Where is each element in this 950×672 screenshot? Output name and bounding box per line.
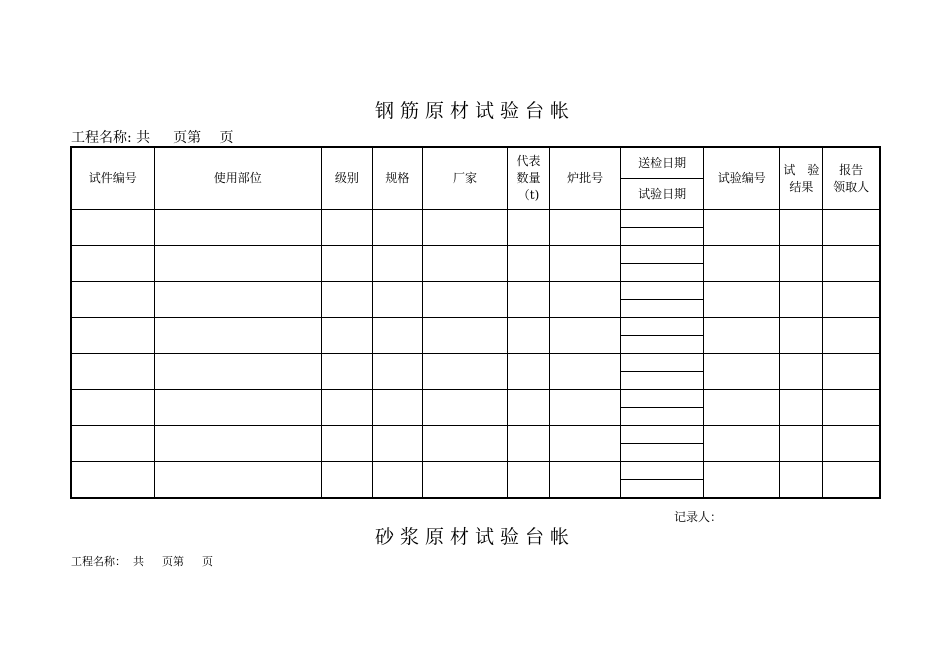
table-cell bbox=[154, 246, 321, 282]
table-cell bbox=[780, 354, 823, 390]
table-cell bbox=[704, 462, 780, 499]
table-cell bbox=[508, 354, 550, 390]
table-cell bbox=[780, 426, 823, 462]
table-cell bbox=[508, 462, 550, 499]
table-cell bbox=[621, 480, 704, 499]
table-row bbox=[71, 282, 880, 300]
table-cell bbox=[372, 210, 422, 246]
header-manufacturer: 厂家 bbox=[422, 147, 507, 210]
table-cell bbox=[372, 426, 422, 462]
table-cell bbox=[422, 426, 507, 462]
table-cell bbox=[372, 354, 422, 390]
table-cell bbox=[780, 318, 823, 354]
table-cell bbox=[823, 354, 880, 390]
table-row bbox=[71, 210, 880, 228]
table-cell bbox=[550, 354, 621, 390]
table-cell bbox=[550, 246, 621, 282]
table-cell bbox=[71, 210, 154, 246]
table-cell bbox=[508, 282, 550, 318]
table-cell bbox=[71, 318, 154, 354]
table-cell bbox=[704, 282, 780, 318]
table-cell bbox=[508, 318, 550, 354]
table-cell bbox=[704, 318, 780, 354]
header-row-top bbox=[71, 147, 880, 179]
table-cell bbox=[321, 426, 372, 462]
table-cell bbox=[154, 354, 321, 390]
table-cell bbox=[621, 300, 704, 318]
table-cell bbox=[321, 318, 372, 354]
table-cell bbox=[621, 318, 704, 336]
table-cell bbox=[321, 282, 372, 318]
table-cell bbox=[71, 426, 154, 462]
table-cell bbox=[823, 426, 880, 462]
table-cell bbox=[823, 462, 880, 499]
table-cell bbox=[71, 246, 154, 282]
table-cell bbox=[621, 354, 704, 372]
table-cell bbox=[422, 210, 507, 246]
table-cell bbox=[372, 282, 422, 318]
table-cell bbox=[550, 210, 621, 246]
table-cell bbox=[704, 246, 780, 282]
table-cell bbox=[621, 390, 704, 408]
table-cell bbox=[508, 426, 550, 462]
ledger-title: 钢筋原材试验台帐 bbox=[374, 100, 575, 122]
header-heat-batch-no: 炉批号 bbox=[550, 147, 621, 210]
table-row bbox=[71, 426, 880, 444]
header-submit-date: 送检日期 bbox=[621, 147, 704, 179]
table-cell bbox=[621, 462, 704, 480]
table-cell bbox=[422, 462, 507, 499]
table-cell bbox=[321, 246, 372, 282]
table-cell bbox=[321, 210, 372, 246]
table-row bbox=[71, 390, 880, 408]
table-cell bbox=[154, 318, 321, 354]
table-cell bbox=[780, 390, 823, 426]
table-cell bbox=[621, 408, 704, 426]
table-cell bbox=[422, 390, 507, 426]
table-cell bbox=[621, 336, 704, 354]
rebar-test-ledger-table bbox=[70, 146, 881, 499]
table-cell bbox=[780, 246, 823, 282]
project-name-line: 工程名称: 共 页第 页 bbox=[71, 130, 234, 146]
table-cell bbox=[508, 210, 550, 246]
table-cell bbox=[780, 210, 823, 246]
table-cell bbox=[621, 282, 704, 300]
table-cell bbox=[823, 282, 880, 318]
table-cell bbox=[422, 246, 507, 282]
header-usage-location: 使用部位 bbox=[154, 147, 321, 210]
table-cell bbox=[71, 354, 154, 390]
table-cell bbox=[550, 318, 621, 354]
table-cell bbox=[550, 462, 621, 499]
table-cell bbox=[508, 390, 550, 426]
table-cell bbox=[321, 390, 372, 426]
table-cell bbox=[621, 372, 704, 390]
table-cell bbox=[422, 318, 507, 354]
table-cell bbox=[372, 318, 422, 354]
table-cell bbox=[823, 210, 880, 246]
table-cell bbox=[621, 228, 704, 246]
table-cell bbox=[321, 462, 372, 499]
table-cell bbox=[550, 426, 621, 462]
table-cell bbox=[154, 210, 321, 246]
table-cell bbox=[422, 354, 507, 390]
table-cell bbox=[621, 246, 704, 264]
table-row bbox=[71, 354, 880, 372]
table-cell bbox=[621, 444, 704, 462]
header-test-result: 试 验 结果 bbox=[780, 147, 823, 210]
header-represented-quantity: 代表 数量 （t) bbox=[508, 147, 550, 210]
table-cell bbox=[823, 246, 880, 282]
table-cell bbox=[71, 462, 154, 499]
table-cell bbox=[154, 390, 321, 426]
header-test-no: 试验编号 bbox=[704, 147, 780, 210]
header-specification: 规格 bbox=[372, 147, 422, 210]
table-cell bbox=[372, 246, 422, 282]
table-cell bbox=[508, 246, 550, 282]
header-specimen-no: 试件编号 bbox=[71, 147, 154, 210]
table-cell bbox=[154, 426, 321, 462]
table-cell bbox=[550, 282, 621, 318]
table-row bbox=[71, 246, 880, 264]
table-cell bbox=[704, 426, 780, 462]
table-cell bbox=[823, 390, 880, 426]
table-cell bbox=[321, 354, 372, 390]
ledger-title-mortar: 砂浆原材试验台帐 bbox=[374, 526, 575, 548]
table-cell bbox=[154, 282, 321, 318]
table-cell bbox=[621, 264, 704, 282]
table-cell bbox=[71, 390, 154, 426]
table-cell bbox=[704, 354, 780, 390]
table-cell bbox=[71, 282, 154, 318]
table-row bbox=[71, 318, 880, 336]
header-report-receiver: 报告 领取人 bbox=[823, 147, 880, 210]
recorder-label: 记录人： bbox=[674, 510, 723, 524]
table-cell bbox=[704, 210, 780, 246]
header-grade: 级别 bbox=[321, 147, 372, 210]
table-cell bbox=[372, 390, 422, 426]
table-cell bbox=[621, 210, 704, 228]
table-cell bbox=[823, 318, 880, 354]
table-cell bbox=[154, 462, 321, 499]
table-cell bbox=[422, 282, 507, 318]
table-cell bbox=[550, 390, 621, 426]
table-cell bbox=[621, 426, 704, 444]
table-cell bbox=[372, 462, 422, 499]
table-cell bbox=[780, 462, 823, 499]
table-row bbox=[71, 462, 880, 480]
project-name-line-mortar: 工程名称： 共 页第 页 bbox=[71, 555, 213, 568]
header-test-date: 试验日期 bbox=[621, 179, 704, 210]
table-cell bbox=[704, 390, 780, 426]
table-cell bbox=[780, 282, 823, 318]
